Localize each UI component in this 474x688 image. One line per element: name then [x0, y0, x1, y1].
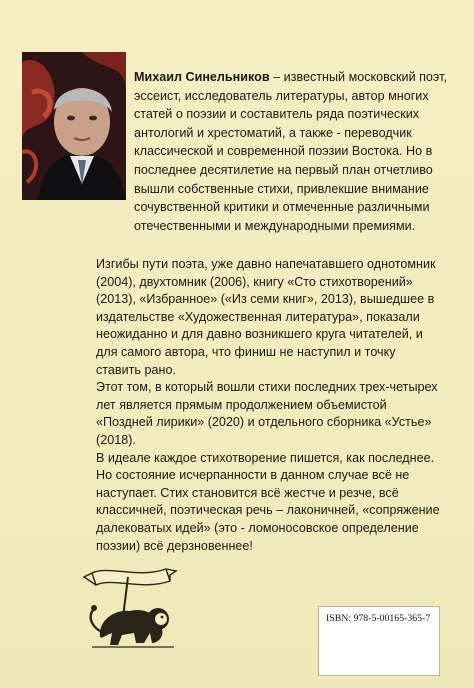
description-paragraph: Изгибы пути поэта, уже давно напечатавшего однотомник (2004), двухтомник (2006), книгу «Сто стихотворений» (2013), «Избранное» («Из семи книг», 2013), вышедшее в издательстве «Художественная литература», показали неожиданно и для давно возникшего круга читателей, и для самого автора, что финиш не наступил и точку ставить рано. — [96, 257, 436, 377]
description-paragraph: Но состояние исчерпанности в данном случае всё не наступает. Стих становится всё жестче и резче, всё классичней, поэтическая речь – лаконичней, «сопряжение далековатых идей» (это - ломоносовское определение поэзии) всё дерзновеннее! — [96, 468, 440, 553]
author-photo — [22, 52, 126, 200]
author-bio — [134, 68, 454, 235]
book-description — [96, 256, 440, 555]
description-paragraph: В идеале каждое стихотворение пишется, как последнее. — [96, 450, 435, 465]
isbn-number: ISBN: 978-5-00165-365-7 — [326, 613, 431, 624]
author-bio-text: – известный московский поэт, эссеист, исследователь литературы, автор многих статей о поэзии и составитель ряда поэтических антологий и хрестоматий, а также - переводчик классической и современной поэзии Востока. Но в последнее десятилетие на первый план отчетливо вышли собственные стихи, привлекшие внимание сочувственной критики и отмеченные различными отечественными и международными премиями. — [134, 70, 447, 233]
isbn-barcode-box — [318, 606, 440, 676]
author-name: Михаил Синельников — [134, 70, 270, 84]
publisher-logo-icon — [78, 563, 188, 649]
description-paragraph: Этот том, в который вошли стихи последних трех-четырех лет является прямым продолжением объемистой «Поздней лирики» (2020) и отдельного сборника «Устье» (2018). — [96, 380, 438, 447]
